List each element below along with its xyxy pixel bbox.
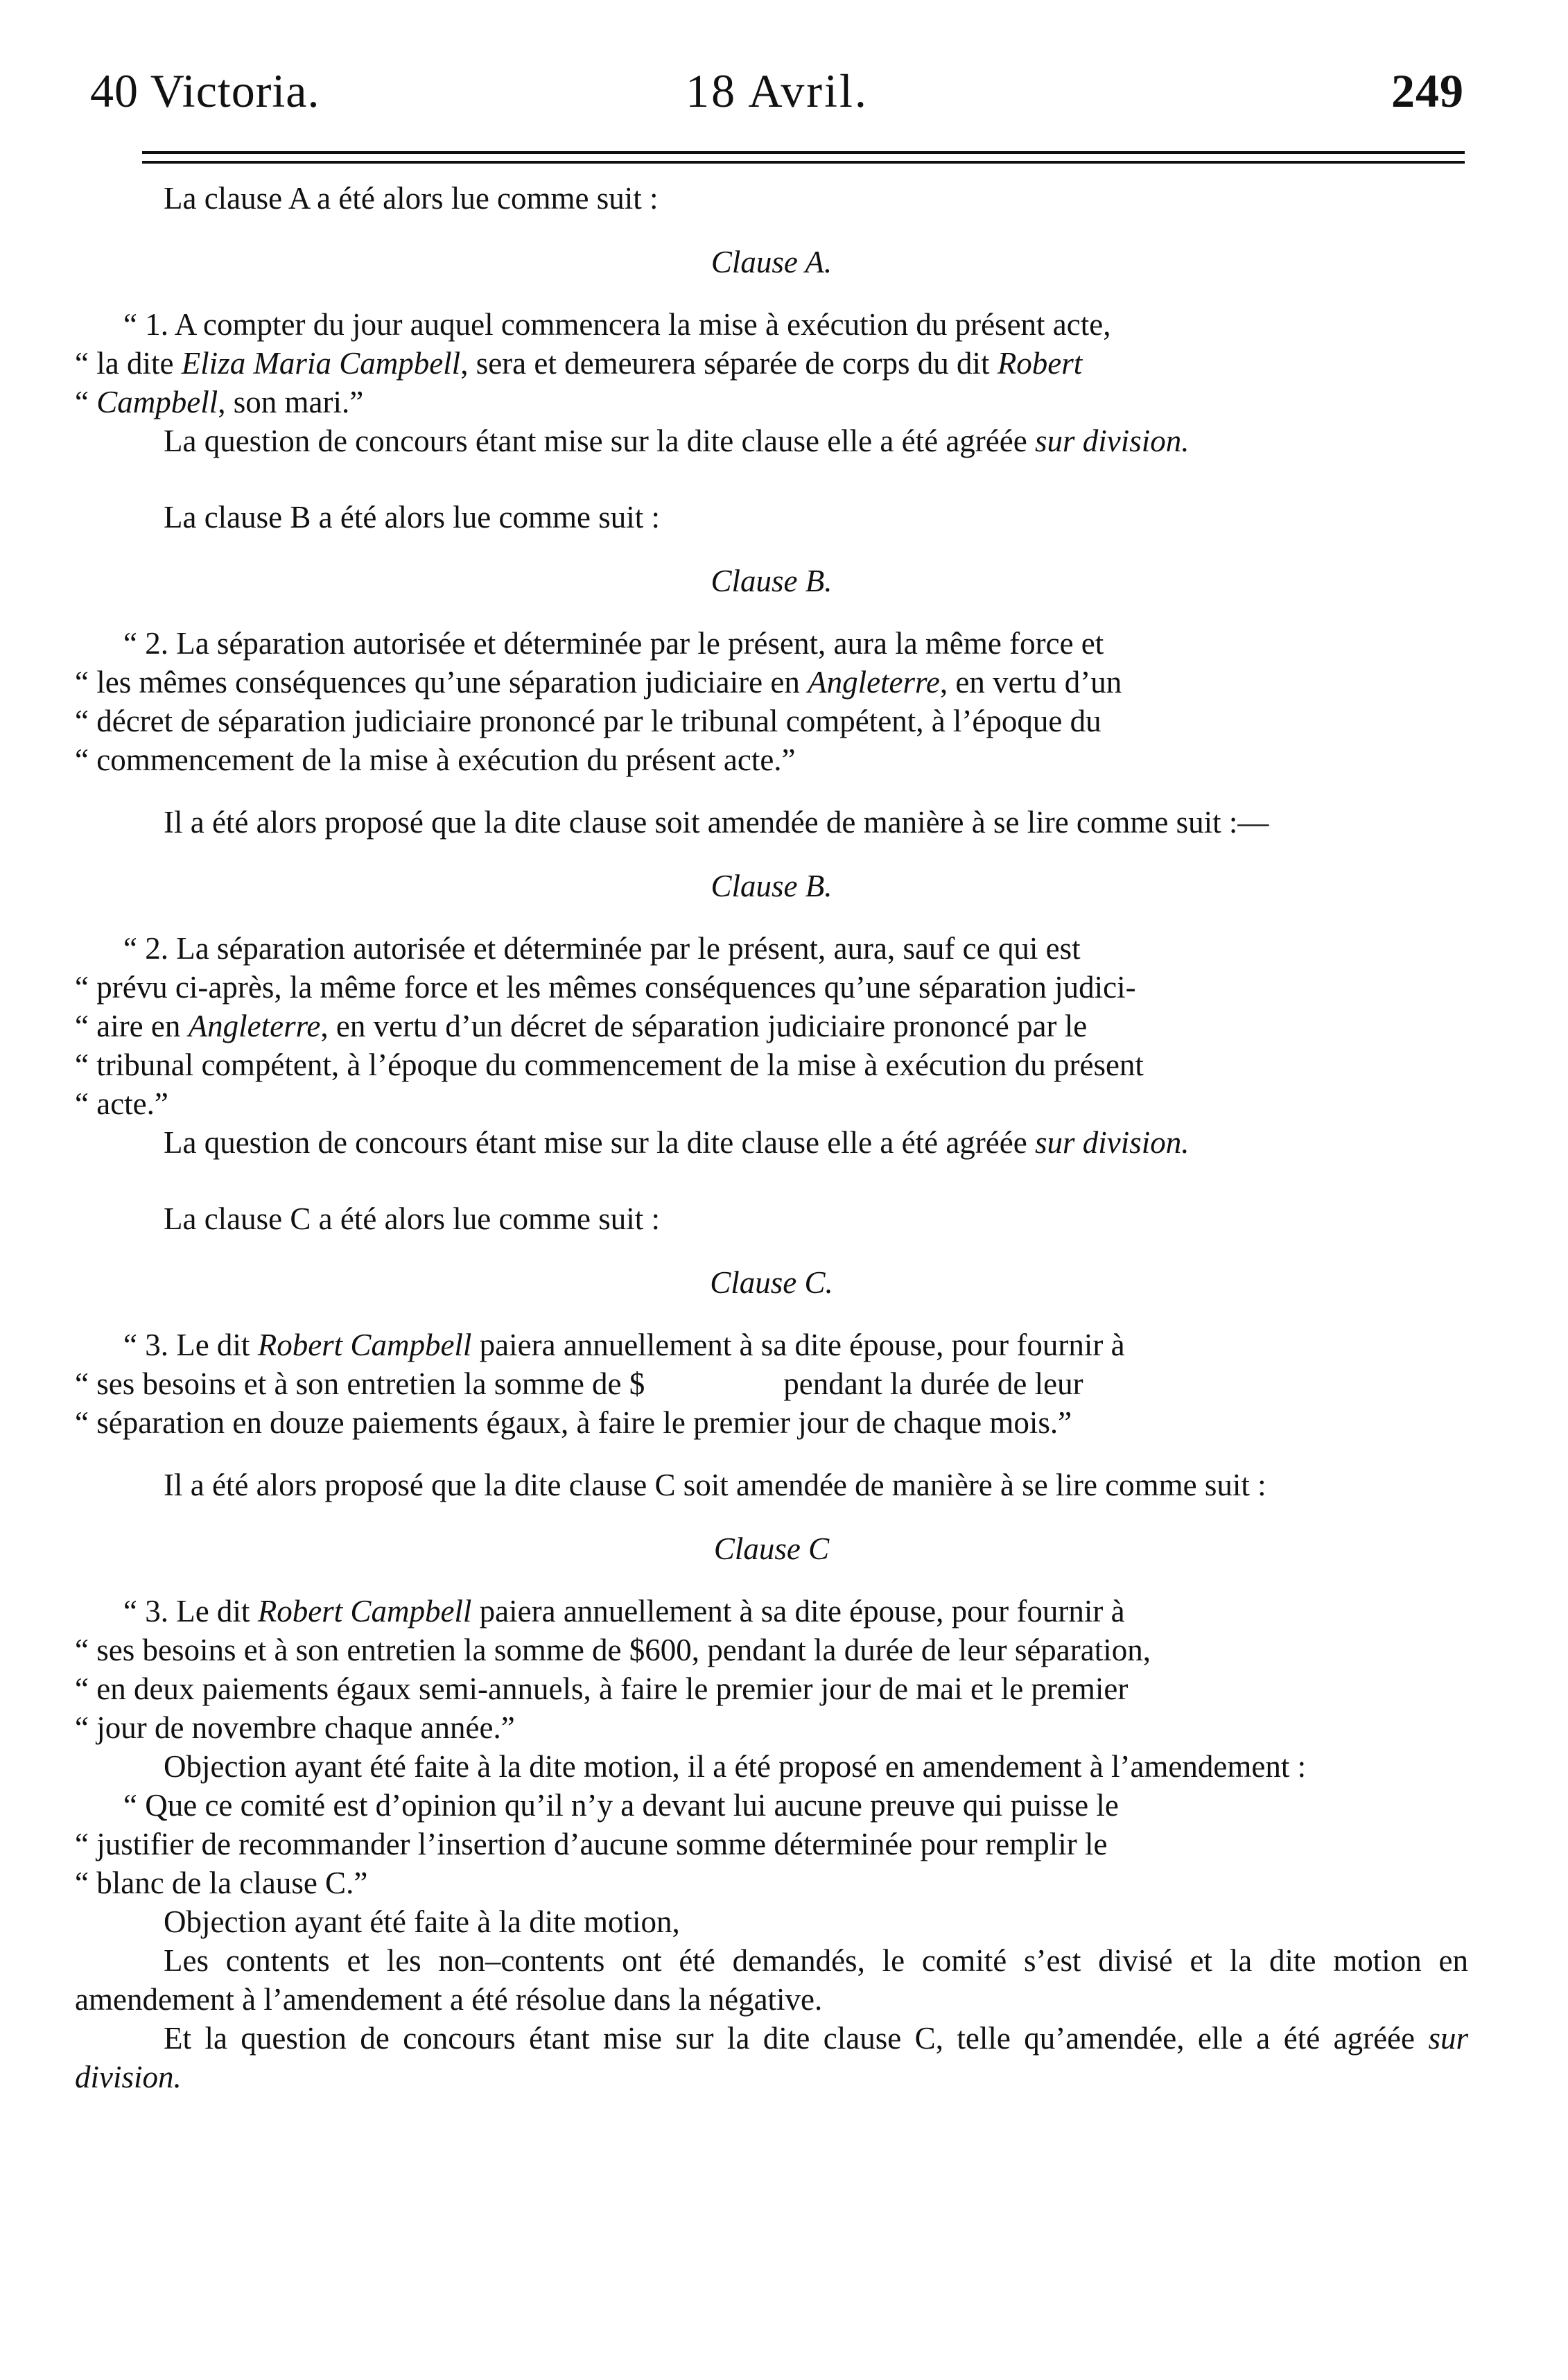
heading-clause-b-amended: Clause B. bbox=[711, 869, 833, 903]
session-label: 40 Victoria. bbox=[90, 64, 320, 117]
header-rule-top bbox=[142, 151, 1465, 154]
header-rule-bottom bbox=[142, 161, 1465, 164]
quote-line: “ acte.” bbox=[75, 1086, 168, 1121]
paragraph-amend-c: Il a été alors proposé que la dite clause C soit amendée de manière à se lire comme suit : bbox=[164, 1468, 1266, 1502]
heading-clause-b: Clause B. bbox=[711, 564, 833, 598]
paragraph-objection-1: Objection ayant été faite à la dite motion, il a été proposé en amendement à l’amendement : bbox=[164, 1749, 1307, 1784]
page-number: 249 bbox=[1391, 64, 1464, 117]
quote-line: “ 1. A compter du jour auquel commencera la mise à exécution du présent acte, bbox=[123, 307, 1111, 342]
paragraph-final-concurrence: Et la question de concours étant mise sur la dite clause C, telle qu’amendée, elle a été agréée sur division. bbox=[75, 2021, 1468, 2094]
quote-line: “ les mêmes conséquences qu’une séparation judiciaire en Angleterre, en vertu d’un bbox=[75, 665, 1122, 700]
heading-clause-a: Clause A. bbox=[711, 245, 833, 279]
quote-line: “ Que ce comité est d’opinion qu’il n’y a devant lui aucune preuve qui puisse le bbox=[123, 1788, 1119, 1823]
quote-line: “ Campbell, son mari.” bbox=[75, 385, 364, 419]
quote-line: “ 3. Le dit Robert Campbell paiera annuellement à sa dite épouse, pour fournir à bbox=[123, 1594, 1125, 1628]
quote-line: “ 2. La séparation autorisée et déterminée par le présent, aura la même force et bbox=[123, 626, 1104, 661]
quote-line: “ séparation en douze paiements égaux, à faire le premier jour de chaque mois.” bbox=[75, 1405, 1072, 1440]
quote-line: “ blanc de la clause C.” bbox=[75, 1866, 368, 1900]
quote-line: “ ses besoins et à son entretien la somme de $600, pendant la durée de leur séparation, bbox=[75, 1633, 1151, 1667]
quote-clause-b bbox=[75, 624, 1468, 779]
quote-line: “ jour de novembre chaque année.” bbox=[75, 1710, 515, 1745]
document-body bbox=[75, 179, 1468, 2096]
quote-clause-b-amended bbox=[75, 929, 1468, 1123]
quote-sub-amendment bbox=[75, 1786, 1468, 1902]
quote-line: “ en deux paiements égaux semi-annuels, à faire le premier jour de mai et le premier bbox=[75, 1671, 1129, 1706]
heading-clause-c-amended: Clause C bbox=[713, 1531, 830, 1566]
paragraph-objection-2: Objection ayant été faite à la dite motion, bbox=[164, 1904, 680, 1939]
quote-line: “ commencement de la mise à exécution du présent acte.” bbox=[75, 742, 796, 777]
paragraph-concurrence-b: La question de concours étant mise sur la dite clause elle a été agréée sur division. bbox=[164, 1125, 1190, 1160]
quote-line: “ décret de séparation judiciaire prononcé par le tribunal compétent, à l’époque du bbox=[75, 704, 1101, 738]
paragraph-clause-c-intro: La clause C a été alors lue comme suit : bbox=[164, 1201, 661, 1236]
running-head bbox=[90, 64, 1464, 119]
date-label: 18 Avril. bbox=[686, 64, 869, 117]
quote-line: “ ses besoins et à son entretien la somme de $ pendant la durée de leur bbox=[75, 1366, 1083, 1401]
paragraph-clause-b-intro: La clause B a été alors lue comme suit : bbox=[164, 500, 661, 535]
quote-clause-c-amended bbox=[75, 1592, 1468, 1747]
quote-line: “ 2. La séparation autorisée et déterminée par le présent, aura, sauf ce qui est bbox=[123, 931, 1081, 966]
quote-clause-c bbox=[75, 1326, 1468, 1442]
quote-line: “ justifier de recommander l’insertion d’aucune somme déterminée pour remplir le bbox=[75, 1827, 1108, 1861]
paragraph-concurrence-a: La question de concours étant mise sur la dite clause elle a été agréée sur division. bbox=[164, 424, 1190, 458]
quote-line: “ tribunal compétent, à l’époque du commencement de la mise à exécution du présent bbox=[75, 1048, 1144, 1082]
quote-line: “ prévu ci-après, la même force et les mêmes conséquences qu’une séparation judici- bbox=[75, 970, 1136, 1005]
quote-line: “ 3. Le dit Robert Campbell paiera annuellement à sa dite épouse, pour fournir à bbox=[123, 1328, 1125, 1362]
paragraph-clause-a-intro: La clause A a été alors lue comme suit : bbox=[164, 181, 659, 216]
quote-line: “ aire en Angleterre, en vertu d’un décret de séparation judiciaire prononcé par le bbox=[75, 1009, 1088, 1043]
heading-clause-c: Clause C. bbox=[710, 1265, 833, 1300]
quote-clause-a bbox=[75, 305, 1468, 422]
paragraph-division: Les contents et les non–contents ont été demandés, le comité s’est divisé et la dite motion en amendement à l’amendement a été résolue dans la négative. bbox=[75, 1943, 1468, 2017]
quote-line: “ la dite Eliza Maria Campbell, sera et demeurera séparée de corps du dit Robert bbox=[75, 346, 1083, 381]
paragraph-amend-b: Il a été alors proposé que la dite clause soit amendée de manière à se lire comme suit :— bbox=[164, 805, 1269, 840]
